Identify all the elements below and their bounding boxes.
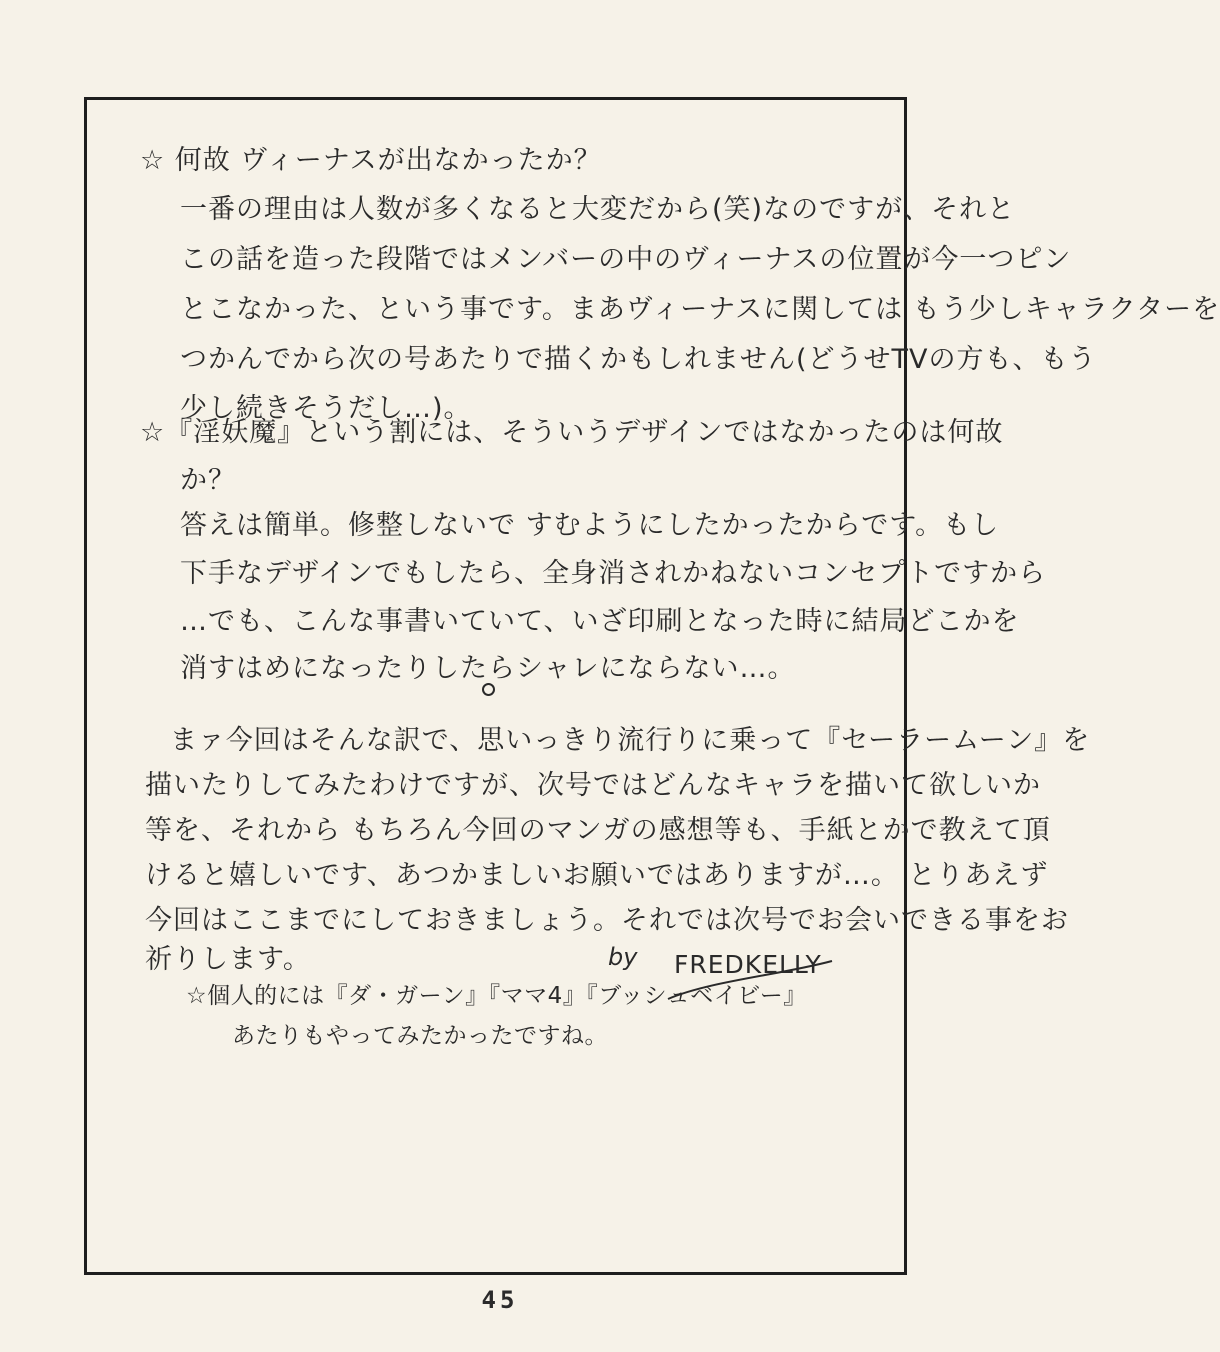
text-line: 消すはめになったりしたらシャレにならない…。: [180, 653, 796, 684]
text-line: 等を、それから もちろん今回のマンガの感想等も、手紙とかで教えて頂: [145, 815, 1051, 846]
section-divider-circle: [482, 683, 495, 696]
postscript-line: あたりもやってみたかったですね。: [232, 1023, 608, 1049]
text-line: 祈りします。: [145, 944, 311, 975]
signature-by: by: [608, 943, 638, 971]
text-line: 答えは簡単。修整しないで すむようにしたかったからです。もし: [180, 510, 1000, 541]
text-line: まァ今回はそんな訳で、思いっきり流行りに乗って『セーラームーン』を: [170, 725, 1091, 756]
text-line: 一番の理由は人数が多くなると大変だから(笑)なのですが、それと: [180, 194, 1016, 225]
text-line: けると嬉しいです、あつかましいお願いではありますが…。 とりあえず: [145, 860, 1049, 891]
page-number: 45: [481, 1286, 519, 1314]
text-line: …でも、こんな事書いていて、いざ印刷となった時に結局どこかを: [180, 606, 1020, 637]
signature-name: FREDKELLY: [674, 950, 822, 979]
text-line: 描いたりしてみたわけですが、次号ではどんなキャラを描いて欲しいか: [145, 770, 1041, 801]
text-line: 少し続きそうだし…)。: [180, 393, 472, 424]
text-line: か？: [180, 465, 236, 496]
text-line: とこなかった、という事です。まあヴィーナスに関しては もう少しキャラクターを: [180, 294, 1220, 325]
text-line: 下手なデザインでもしたら、全身消されかねないコンセプトですから: [180, 558, 1047, 589]
heading-venus-question: ☆ 何故 ヴィーナスが出なかったか？: [140, 145, 602, 176]
text-line: 今回はここまでにしておきましょう。それでは次号でお会いできる事をお: [145, 905, 1069, 936]
heading-design-question: ☆『淫妖魔』という割には、そういうデザインではなかったのは何故: [140, 417, 1004, 448]
text-line: つかんでから次の号あたりで描くかもしれません(どうせTVの方も、もう: [180, 344, 1097, 375]
postscript-line: ☆個人的には『ダ・ガーン』『ママ4』『ブッシュベイビー』: [186, 983, 807, 1009]
text-line: この話を造った段階ではメンバーの中のヴィーナスの位置が今一つピン: [180, 244, 1072, 275]
